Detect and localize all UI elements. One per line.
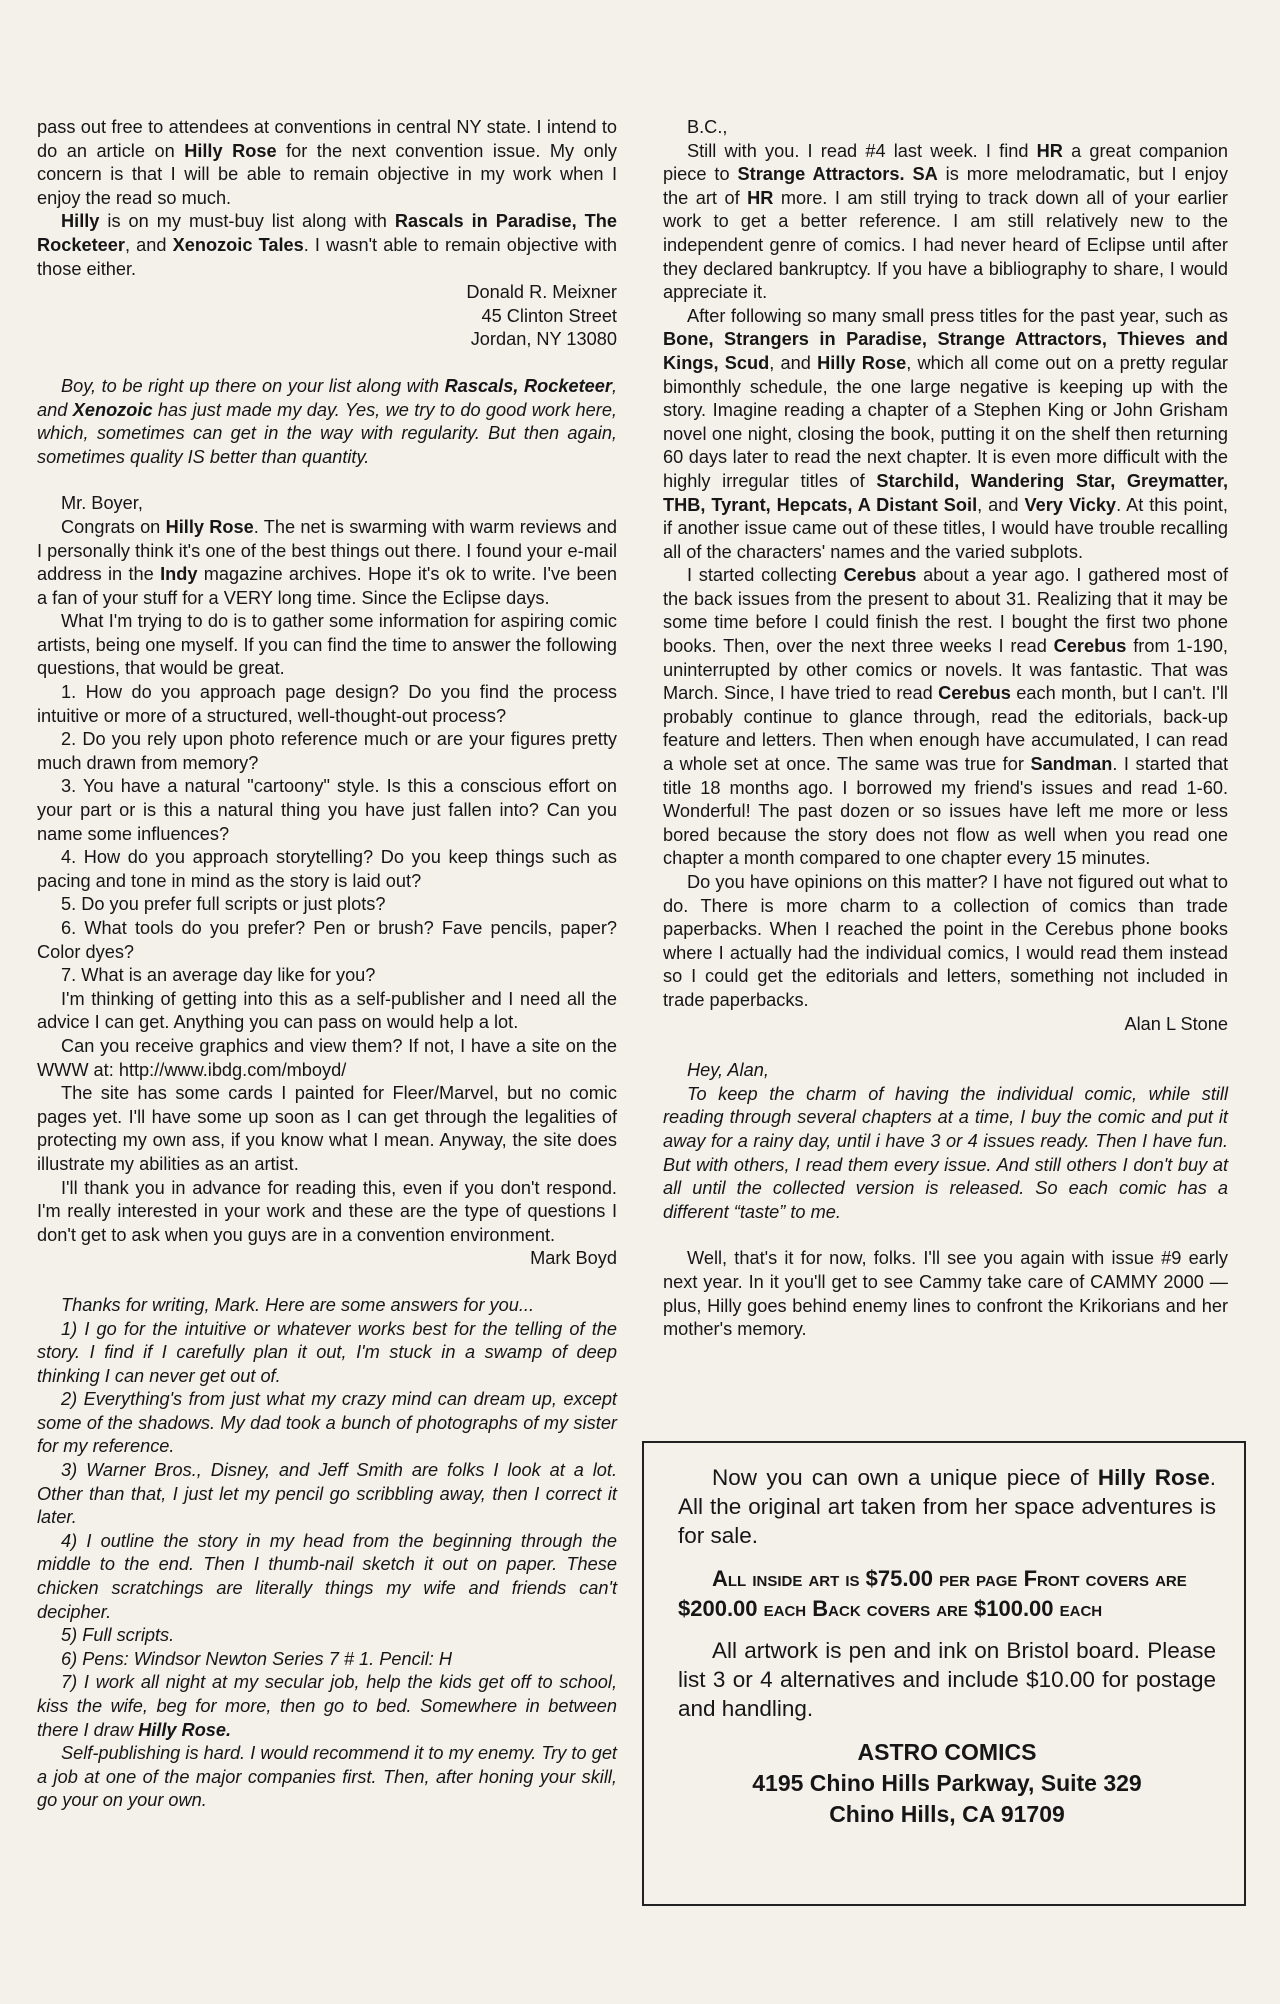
boyd-paragraph-3: I'm thinking of getting into this as a self-publisher and I need all the advice I can get. Anything you can pass on would help a lot. bbox=[37, 988, 617, 1033]
boyd-reply-closing: Self-publishing is hard. I would recommend it to my enemy. Try to get a job at one of the major companies first. Then, after honing your skill, go your on your own. bbox=[37, 1743, 617, 1811]
boyd-reply-answer-4: 4) I outline the story in my head from the beginning through the middle to the end. Then I thumb-nail sketch it out on paper. These chicken scratchings are literally things my wife and friends can't decipher. bbox=[37, 1530, 617, 1622]
stone-paragraph-4: Do you have opinions on this matter? I have not figured out what to do. There is more charm to a collection of comics than trade paperbacks. When I reached the point in the Cerebus phone books where I actually had the individual comics, I would read them instead so I could get the editorials and letters, something not included in trade paperbacks. bbox=[663, 872, 1228, 1010]
boyd-reply-answer-3: 3) Warner Bros., Disney, and Jeff Smith are folks I look at a lot. Other than that, I just let my pencil go scribbling away, then I correct it later. bbox=[37, 1460, 617, 1528]
boyd-reply-answer-7: 7) I work all night at my secular job, help the kids get off to school, kiss the wife, beg for more, then go to bed. Somewhere in between there I draw Hilly Rose. bbox=[37, 1672, 617, 1740]
boyd-reply-answer-1: 1) I go for the intuitive or whatever works best for the telling of the story. I find if I carefully plan it out, I'm stuck in a swamp of deep thinking I can never get out of. bbox=[37, 1318, 617, 1386]
meixner-paragraph-1: pass out free to attendees at conventions in central NY state. I intend to do an article on Hilly Rose for the next convention issue. My only concern is that I will be able to remain objective in my work when I enjoy the read so much. bbox=[37, 117, 618, 208]
boyd-paragraph-1: Congrats on Hilly Rose. The net is swarming with warm reviews and I personally think it's one of the best things out there. I found your e-mail address in the Indy magazine archives. Hope it's ok to write. I've been a fan of your stuff for a VERY long time. Since the Eclipse days. bbox=[37, 516, 617, 608]
boyd-salutation: Mr. Boyer, bbox=[61, 493, 143, 514]
boyd-question-6: 6. What tools do you prefer? Pen or brush? Fave pencils, paper? Color dyes? bbox=[37, 918, 617, 962]
boyd-paragraph-4: Can you receive graphics and view them? If not, I have a site on the WWW at: http://www.ibdg.com/mboyd/ bbox=[37, 1035, 617, 1080]
meixner-reply: Boy, to be right up there on your list along with Rascals, Rocketeer, and Xenozoic has just made my day. Yes, we try to do good work here, which, sometimes can get in the way with regularity. But then again, sometimes quality IS better than quantity. bbox=[37, 375, 617, 467]
closing-paragraph: Well, that's it for now, folks. I'll see you again with issue #9 early next year. In it you'll get to see Cammy take care of CAMMY 2000 — plus, Hilly goes behind enemy lines to confront the Krikorians and her mother's memory. bbox=[663, 1248, 1228, 1340]
stone-signature: Alan L Stone bbox=[1124, 1013, 1228, 1034]
original-art-ad-box bbox=[642, 1441, 1246, 1906]
stone-salutation: B.C., bbox=[687, 117, 728, 137]
boyd-question-5: 5. Do you prefer full scripts or just plots? bbox=[61, 894, 386, 915]
ad-prices bbox=[678, 1564, 1216, 1624]
ad-address-city: Chino Hills, CA 91709 bbox=[829, 1801, 1065, 1827]
stone-paragraph-2: After following so many small press titles for the past year, such as Bone, Strangers in Paradise, Strange Attractors, Thieves and Kings, Scud, and Hilly Rose, which all come out on a pretty regular bimonthly schedule, the one large negative is keeping up with the story. Imagine reading a chapter of a Stephen King or John Grisham novel one night, closing the book, putting it on the shelf then returning 60 days later to read the next chapter. It is even more difficult with the highly irregular titles of Starchild, Wandering Star, Greymatter, THB, Tyrant, Hepcats, A Distant Soil, and Very Vicky. At this point, if another issue came out of these titles, I would have trouble recalling all of the characters' names and the varied subplots. bbox=[663, 305, 1228, 562]
boyd-question-4: 4. How do you approach storytelling? Do you keep things such as pacing and tone in mind as the story is laid out? bbox=[37, 847, 617, 891]
boyd-paragraph-2: What I'm trying to do is to gather some information for aspiring comic artists, being one myself. If you can find the time to answer the following questions, that would be great. bbox=[37, 611, 617, 679]
boyd-question-1: 1. How do you approach page design? Do you find the process intuitive or more of a structured, well-thought-out process? bbox=[37, 682, 617, 726]
meixner-paragraph-2: Hilly is on my must-buy list along with Rascals in Paradise, The Rocketeer, and Xenozoic Tales. I wasn't able to remain objective with those either. bbox=[37, 211, 617, 279]
stone-reply-salutation: Hey, Alan, bbox=[687, 1060, 769, 1081]
ad-price-front-covers: Front covers are $200.00 each bbox=[678, 1566, 1187, 1621]
boyd-reply-answer-6: 6) Pens: Windsor Newton Series 7 # 1. Pencil: H bbox=[61, 1648, 453, 1669]
stone-paragraph-3: I started collecting Cerebus about a year ago. I gathered most of the back issues from the present to about 31. Realizing that it may be some time before I could finish the rest. I bought the first two phone books. Then, over the next three weeks I read Cerebus from 1-190, uninterrupted by other comics or novels. It was fantastic. That was March. Since, I have tried to read Cerebus each month, but I can't. I'll probably continue to glance through, read the editorials, back-up feature and letters. Then when enough have accumulated, I can read a whole set at once. The same was true for Sandman. I started that title 18 months ago. I borrowed my friend's issues and read 1-60. Wonderful! The past dozen or so issues have left me more or less bored because the story does not flow as well when you read one chapter a month compared to one chapter every 15 minutes. bbox=[663, 565, 1229, 869]
boyd-reply-answer-2: 2) Everything's from just what my crazy mind can dream up, except some of the shadows. My dad took a bunch of photographs of my sister for my reference. bbox=[37, 1389, 617, 1457]
stone-reply-body: To keep the charm of having the individual comic, while still reading through several chapters at a time, I buy the comic and put it away for a rainy day, until i have 3 or 4 issues ready. Then I have fun. But with others, I read them every issue. And still others I don't buy at all until the collected version is released. So each comic has a different “taste” to me. bbox=[663, 1083, 1228, 1222]
meixner-signature-city: Jordan, NY 13080 bbox=[470, 329, 617, 350]
left-column bbox=[37, 116, 617, 1813]
boyd-question-3: 3. You have a natural "cartoony" style. Is this a conscious effort on your part or is this a natural thing you have just fallen into? Can you name some influences? bbox=[37, 776, 617, 844]
ad-publisher-name: ASTRO COMICS bbox=[857, 1739, 1037, 1765]
right-column bbox=[663, 116, 1228, 1342]
boyd-paragraph-5: The site has some cards I painted for Fleer/Marvel, but no comic pages yet. I'll have some up soon as I can get through the legalities of protecting my own ass, if you know what I mean. Anyway, the site does illustrate my abilities as an artist. bbox=[37, 1083, 617, 1174]
boyd-reply-intro: Thanks for writing, Mark. Here are some answers for you... bbox=[61, 1294, 535, 1315]
meixner-signature-street: 45 Clinton Street bbox=[481, 305, 617, 326]
ad-publisher-address bbox=[678, 1737, 1216, 1830]
ad-address-street: 4195 Chino Hills Parkway, Suite 329 bbox=[752, 1770, 1142, 1796]
stone-paragraph-1: Still with you. I read #4 last week. I find HR a great companion piece to Strange Attractors. SA is more melodramatic, but I enjoy the art of HR more. I am still trying to track down all of your earlier work to get a better reference. I am still relatively new to the independent genre of comics. I had never heard of Eclipse until after they declared bankruptcy. If you have a bibliography to share, I would appreciate it. bbox=[663, 140, 1228, 303]
ad-price-inside-art: All inside art is $75.00 per page bbox=[712, 1566, 1018, 1591]
boyd-signature: Mark Boyd bbox=[530, 1248, 617, 1269]
meixner-signature-name: Donald R. Meixner bbox=[466, 282, 617, 303]
ad-instructions: All artwork is pen and ink on Bristol board. Please list 3 or 4 alternatives and include $10.00 for postage and handling. bbox=[678, 1638, 1216, 1721]
boyd-question-2: 2. Do you rely upon photo reference much or are your figures pretty much drawn from memory? bbox=[37, 729, 617, 773]
boyd-question-7: 7. What is an average day like for you? bbox=[61, 965, 376, 986]
boyd-paragraph-6: I'll thank you in advance for reading this, even if you don't respond. I'm really interested in your work and these are the type of questions I don't get to ask when you guys are in a convention environment. bbox=[37, 1177, 617, 1245]
ad-price-back-covers: Back covers are $100.00 each bbox=[812, 1596, 1103, 1621]
boyd-reply-answer-5: 5) Full scripts. bbox=[61, 1625, 175, 1646]
ad-intro: Now you can own a unique piece of Hilly Rose. All the original art taken from her space adventures is for sale. bbox=[678, 1465, 1216, 1548]
